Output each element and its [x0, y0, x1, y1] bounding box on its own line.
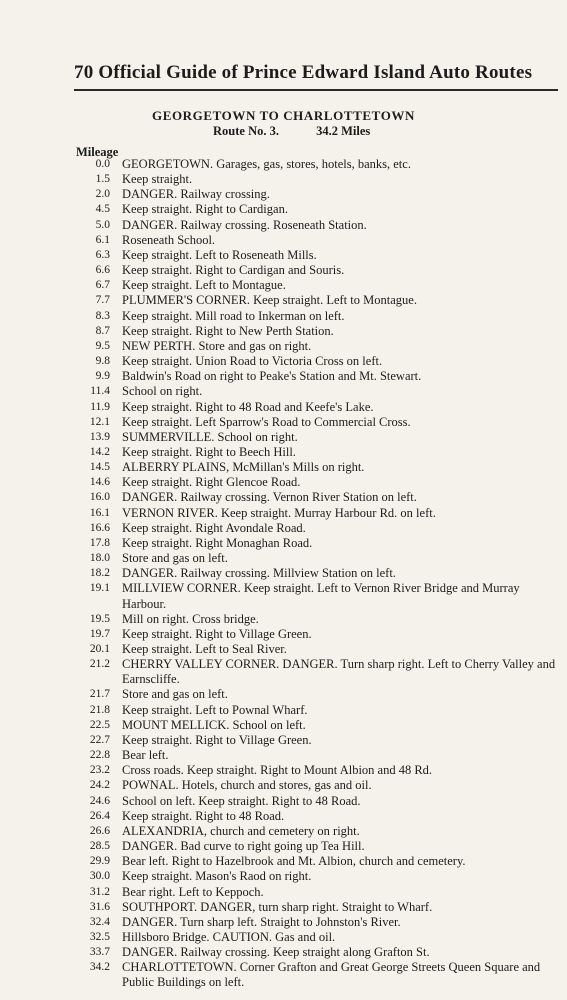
route-entry — [74, 263, 558, 278]
route-direction: ALBERRY PLAINS, McMillan's Mills on right. — [122, 460, 365, 475]
mileage-value: 13.9 — [89, 430, 110, 443]
mileage-value: 8.7 — [95, 324, 110, 337]
mileage-value: 19.1 — [89, 582, 110, 595]
mileage-value: 18.0 — [89, 552, 110, 565]
route-entry — [74, 248, 558, 263]
route-entry — [74, 930, 558, 945]
mileage-value: 11.9 — [90, 400, 110, 413]
mileage-value: 2.0 — [95, 188, 110, 201]
route-direction: Bear left. — [122, 748, 169, 763]
route-direction: Mill on right. Cross bridge. — [122, 611, 259, 626]
route-entry — [74, 763, 558, 778]
mileage-value: 6.1 — [95, 233, 110, 246]
route-direction: School on right. — [122, 384, 203, 399]
route-direction: School on left. Keep straight. Right to 48 Road. — [122, 793, 361, 808]
route-direction: Roseneath School. — [122, 232, 216, 247]
route-direction: Keep straight. — [122, 172, 193, 187]
route-entry — [74, 900, 558, 915]
route-direction: Store and gas on left. — [122, 551, 228, 566]
route-direction: Bear left. Right to Hazelbrook and Mt. Albion, church and cemetery. — [122, 854, 466, 869]
route-entry — [74, 581, 558, 611]
mileage-value: 23.2 — [89, 764, 110, 777]
route-entry — [74, 960, 558, 990]
mileage-value: 5.0 — [95, 218, 110, 231]
route-entry — [74, 627, 558, 642]
route-entry — [74, 824, 558, 839]
route-direction: Cross roads. Keep straight. Right to Mount Albion and 48 Rd. — [122, 763, 433, 778]
route-log — [74, 157, 558, 991]
route-distance: 34.2 Miles — [316, 124, 371, 138]
route-entry — [74, 460, 558, 475]
mileage-value: 24.6 — [89, 794, 110, 807]
route-direction: MILLVIEW CORNER. Keep straight. Left to Vernon River Bridge and Murray Harbour. — [122, 581, 520, 611]
mileage-value: 6.7 — [95, 279, 110, 292]
mileage-value: 6.6 — [95, 264, 110, 277]
route-entry — [74, 657, 558, 687]
route-direction: Keep straight. Mason's Raod on right. — [122, 869, 312, 884]
mileage-value: 1.5 — [95, 173, 110, 186]
mileage-value: 8.3 — [95, 309, 110, 322]
mileage-value: 22.7 — [89, 733, 110, 746]
route-direction: PLUMMER'S CORNER. Keep straight. Left to Montague. — [122, 293, 417, 308]
route-entry — [74, 339, 558, 354]
mileage-value: 34.2 — [89, 961, 110, 974]
mileage-value: 26.6 — [89, 824, 110, 837]
route-entry — [74, 293, 558, 308]
route-entry — [74, 885, 558, 900]
route-entry — [74, 354, 558, 369]
route-direction: Keep straight. Right to New Perth Station. — [122, 323, 334, 338]
route-entry — [74, 748, 558, 763]
route-direction: Bear right. Left to Keppoch. — [122, 884, 264, 899]
route-direction: Keep straight. Left to Seal River. — [122, 642, 287, 656]
mileage-value: 16.1 — [89, 506, 110, 519]
route-entry — [74, 536, 558, 551]
mileage-value: 14.5 — [89, 461, 110, 474]
route-direction: DANGER. Railway crossing. Vernon River Station on left. — [122, 490, 417, 505]
mileage-value: 19.7 — [89, 627, 110, 640]
mileage-value: 33.7 — [89, 946, 110, 959]
route-entry — [74, 384, 558, 399]
route-entry — [74, 551, 558, 566]
route-direction: Keep straight. Right to 48 Road and Keefe's Lake. — [122, 399, 374, 414]
route-subtitle — [213, 124, 370, 139]
route-entry — [74, 233, 558, 248]
route-entry — [74, 718, 558, 733]
route-direction: Keep straight. Left Sparrow's Road to Commercial Cross. — [122, 414, 411, 429]
mileage-value: 29.9 — [89, 855, 110, 868]
route-direction: DANGER. Bad curve to right going up Tea Hill. — [122, 839, 365, 854]
route-entry — [74, 869, 558, 884]
route-entry — [74, 278, 558, 293]
mileage-value: 11.4 — [90, 385, 110, 398]
mileage-value: 32.4 — [89, 915, 110, 928]
route-direction: NEW PERTH. Store and gas on right. — [122, 338, 312, 353]
mileage-value: 31.6 — [89, 900, 110, 913]
mileage-value: 22.5 — [89, 718, 110, 731]
route-entry — [74, 809, 558, 824]
route-entry — [74, 945, 558, 960]
mileage-value: 16.0 — [89, 491, 110, 504]
mileage-value: 9.9 — [95, 370, 110, 383]
mileage-value: 31.2 — [89, 885, 110, 898]
route-direction: DANGER. Turn sharp left. Straight to Johnston's River. — [122, 914, 401, 929]
route-direction: MOUNT MELLICK. School on left. — [122, 717, 306, 732]
route-direction: CHERRY VALLEY CORNER. DANGER. Turn sharp right. Left to Cherry Valley and Earnscliffe. — [122, 657, 556, 687]
mileage-value: 18.2 — [89, 567, 110, 580]
route-direction: Keep straight. Left to Pownal Wharf. — [122, 702, 308, 717]
header-rule — [74, 89, 558, 91]
route-direction: Keep straight. Left to Montague. — [122, 278, 286, 293]
route-entry — [74, 612, 558, 627]
route-direction: GEORGETOWN. Garages, gas, stores, hotels, banks, etc. — [122, 157, 411, 171]
route-entry — [74, 415, 558, 430]
mileage-value: 28.5 — [89, 840, 110, 853]
route-entry — [74, 506, 558, 521]
route-direction: DANGER. Railway crossing. — [122, 187, 270, 202]
route-direction: Keep straight. Right to Village Green. — [122, 732, 312, 747]
route-entry — [74, 475, 558, 490]
route-direction: Keep straight. Union Road to Victoria Cross on left. — [122, 354, 383, 369]
route-direction: VERNON RIVER. Keep straight. Murray Harbour Rd. on left. — [122, 505, 436, 520]
mileage-value: 16.6 — [89, 521, 110, 534]
mileage-value: 26.4 — [89, 809, 110, 822]
route-direction: DANGER. Railway crossing. Roseneath Station. — [122, 217, 367, 232]
route-direction: Keep straight. Left to Roseneath Mills. — [122, 247, 317, 262]
route-entry — [74, 778, 558, 793]
route-entry — [74, 687, 558, 702]
route-entry — [74, 854, 558, 869]
route-entry — [74, 309, 558, 324]
route-entry — [74, 369, 558, 384]
route-direction: Keep straight. Right Glencoe Road. — [122, 475, 301, 490]
route-direction: ALEXANDRIA, church and cemetery on right. — [122, 823, 360, 838]
mileage-value: 17.8 — [89, 536, 110, 549]
route-direction: Keep straight. Right to Cardigan. — [122, 202, 288, 217]
mileage-value: 6.3 — [95, 248, 110, 261]
route-number: Route No. 3. — [213, 124, 279, 138]
mileage-value: 21.7 — [89, 688, 110, 701]
route-direction: Keep straight. Right to Beech Hill. — [122, 444, 296, 459]
route-direction: Keep straight. Right to Cardigan and Souris. — [122, 263, 345, 278]
route-entry — [74, 490, 558, 505]
route-entry — [74, 218, 558, 233]
route-direction: Baldwin's Road on right to Peake's Station and Mt. Stewart. — [122, 369, 422, 384]
route-direction: DANGER. Railway crossing. Keep straight along Grafton St. — [122, 945, 430, 960]
mileage-value: 14.2 — [89, 445, 110, 458]
route-entry — [74, 839, 558, 854]
mileage-value: 7.7 — [95, 294, 110, 307]
route-entry — [74, 324, 558, 339]
mileage-value: 12.1 — [89, 415, 110, 428]
mileage-value: 9.8 — [95, 355, 110, 368]
route-entry — [74, 202, 558, 217]
route-direction: Keep straight. Right Avondale Road. — [122, 520, 306, 535]
route-entry — [74, 566, 558, 581]
mileage-value: 24.2 — [89, 779, 110, 792]
route-direction: CHARLOTTETOWN. Corner Grafton and Great George Streets Queen Square and Public Buildings on left. — [122, 960, 541, 990]
page-header: 70 Official Guide of Prince Edward Island Auto Routes — [74, 62, 533, 83]
route-entry — [74, 430, 558, 445]
mileage-column-label: Mileage — [76, 145, 119, 159]
mileage-value: 4.5 — [95, 203, 110, 216]
mileage-value: 9.5 — [95, 339, 110, 352]
route-direction: Store and gas on left. — [122, 687, 228, 702]
route-entry — [74, 157, 558, 172]
mileage-value: 0.0 — [95, 158, 110, 170]
route-entry — [74, 915, 558, 930]
mileage-value: 20.1 — [89, 643, 110, 655]
route-entry — [74, 445, 558, 460]
route-direction: Keep straight. Mill road to Inkerman on left. — [122, 308, 345, 323]
mileage-value: 21.8 — [89, 703, 110, 716]
route-entry — [74, 400, 558, 415]
route-entry — [74, 521, 558, 536]
mileage-value: 30.0 — [89, 870, 110, 883]
mileage-value: 32.5 — [89, 930, 110, 943]
mileage-value: 22.8 — [89, 749, 110, 762]
route-title: GEORGETOWN TO CHARLOTTETOWN — [151, 108, 416, 123]
route-direction: SOUTHPORT. DANGER, turn sharp right. Straight to Wharf. — [122, 899, 433, 914]
mileage-value: 14.6 — [89, 476, 110, 489]
route-entry — [74, 187, 558, 202]
route-direction: SUMMERVILLE. School on right. — [122, 429, 298, 444]
route-entry — [74, 642, 558, 657]
mileage-value: 19.5 — [89, 612, 110, 625]
mileage-value: 21.2 — [89, 658, 110, 671]
route-entry — [74, 172, 558, 187]
route-entry — [74, 733, 558, 748]
route-entry — [74, 794, 558, 809]
route-entry — [74, 703, 558, 718]
route-direction: POWNAL. Hotels, church and stores, gas and oil. — [122, 778, 372, 793]
route-direction: Hillsboro Bridge. CAUTION. Gas and oil. — [122, 929, 336, 944]
route-direction: Keep straight. Right Monaghan Road. — [122, 535, 313, 550]
route-direction: Keep straight. Right to 48 Road. — [122, 808, 285, 823]
route-direction: Keep straight. Right to Village Green. — [122, 626, 312, 641]
route-direction: DANGER. Railway crossing. Millview Station on left. — [122, 566, 396, 581]
